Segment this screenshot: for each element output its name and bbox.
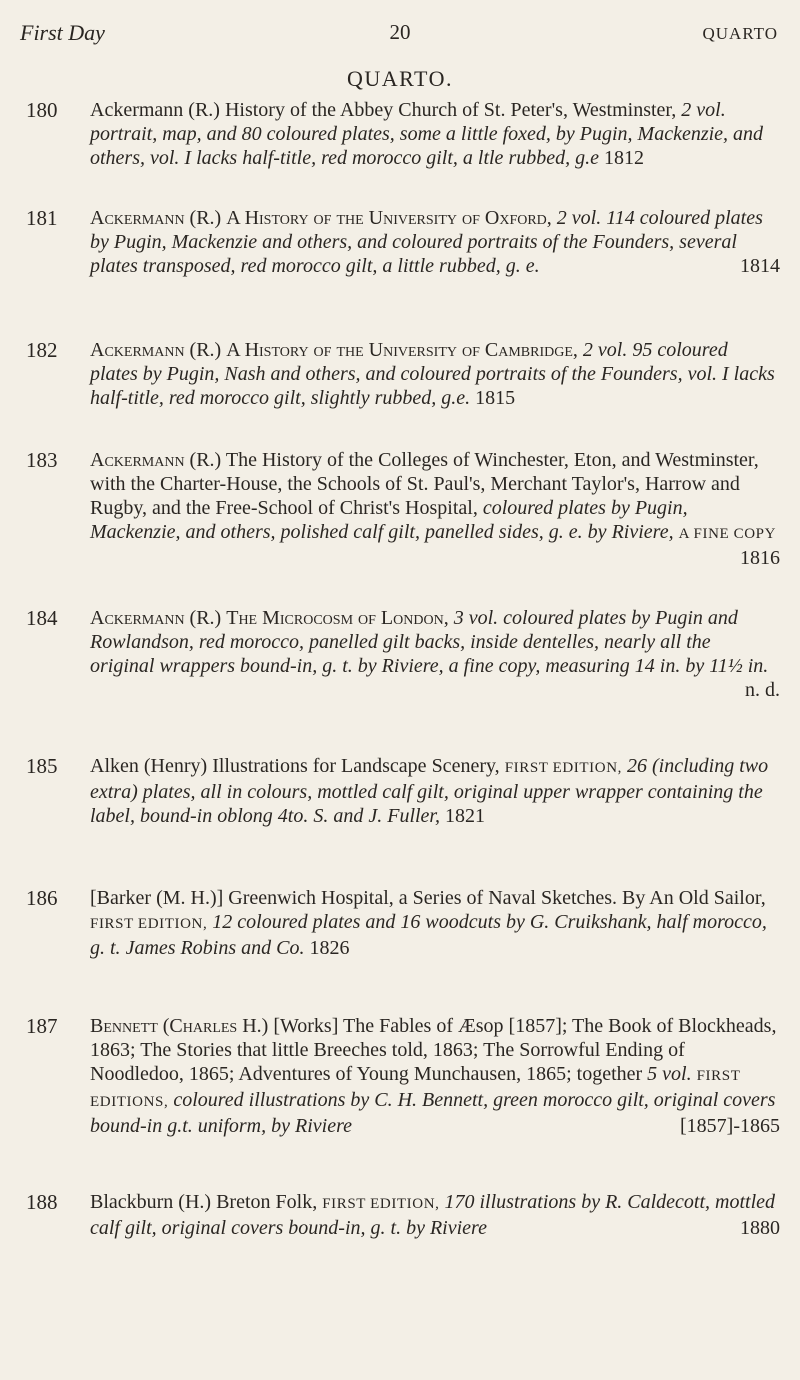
lot-author: [Barker (M. H.)] [90, 887, 224, 909]
lot-author: Ackermann (R.) [90, 607, 222, 629]
lot-author: Ackermann (R.) [90, 339, 222, 361]
lot-number: 188 [26, 1190, 58, 1214]
lot-details: 2 vol. portrait, map, and 80 coloured plates, some a little foxed, by Pugin, Mackenzie, and others, vol. I lacks half-title, red morocco gilt, a ltle rubbed, g.e [90, 99, 764, 169]
lot-year: 1826 [309, 937, 350, 959]
lot-description [90, 98, 780, 170]
lot-title: The History of the Colleges of Winchester, Eton, and Westminster, with the Charter-House, the Schools of St. Paul's, Merchant Taylor's, Harrow and Rugby, and the Free-School of Christ's Hospital, [90, 449, 759, 519]
lot-description [90, 338, 780, 410]
lot-year: 1814 [740, 255, 780, 277]
lot-year: 1821 [445, 805, 485, 827]
lot-details: coloured plates by Pugin, Mackenzie, and others, polished calf gilt, panelled sides, g. e. by Riviere, [90, 497, 688, 543]
lot-format: oblong 4to. [217, 805, 309, 827]
lot-author: Ackermann (R.) [90, 207, 222, 229]
lot-details: 170 illustrations by R. Caldecott, mottled calf gilt, original covers bound-in, g. t. by Riviere [90, 1191, 776, 1239]
lot-title: A History of the University of Cambridge, [226, 339, 578, 361]
lot-number: 183 [26, 448, 58, 472]
lot-year: [1857]-1865 [680, 1115, 780, 1137]
lot-details: 26 (including two extra) plates, all in colours, mottled calf gilt, original upper wrapper containing the label, bound-in [90, 755, 769, 827]
running-header [0, 0, 800, 60]
lot-publisher: S. and J. Fuller, [313, 805, 440, 827]
lot-edition: FIRST EDITION, [504, 760, 622, 776]
lot-author: Ackermann (R.) [90, 99, 220, 121]
lot-details: 12 coloured plates and 16 woodcuts by G. Cruikshank, half morocco, g. t. [90, 911, 767, 959]
lot-title: Breton Folk, [216, 1191, 318, 1213]
lot-description [90, 754, 780, 828]
lot-author: Ackermann (R.) [90, 449, 222, 471]
lot-author: Blackburn (H.) [90, 1191, 212, 1213]
lot-description [90, 448, 780, 570]
lot-number: 185 [26, 754, 58, 778]
lot-description [90, 606, 780, 702]
lot-title: Greenwich Hospital, a Series of Naval Sketches. By An Old Sailor, [228, 887, 766, 909]
lot-title: A History of the University of Oxford, [226, 207, 552, 229]
lot-details: 3 vol. coloured plates by Pugin and Rowlandson, red morocco, panelled gilt backs, inside dentelles, nearly all the original wrappers bound-in, g. t. by Riviere, a fine copy, measuring 14 in. by 11½ in. [90, 607, 769, 677]
header-left: First Day [20, 20, 105, 45]
lot-year: 1816 [740, 547, 780, 569]
lot-details-continued: coloured illustrations by C. H. Bennett, green morocco gilt, original covers bound-in g.t. uniform, by Riviere [90, 1089, 776, 1137]
section-title: QUARTO. [347, 66, 453, 91]
lot-number: 187 [26, 1014, 58, 1038]
lot-title: History of the Abbey Church of St. Peter's, Westminster, [224, 99, 677, 121]
lot-publisher: James Robins and Co. [125, 937, 305, 959]
lot-author: Alken (Henry) [90, 755, 208, 777]
lot-edition: FIRST EDITIONS, [90, 1068, 741, 1110]
lot-description [90, 886, 780, 960]
lot-year: 1880 [740, 1217, 780, 1239]
lot-edition: FIRST EDITION, [322, 1196, 440, 1212]
lot-title: The Microcosm of London, [226, 607, 449, 629]
lot-number: 182 [26, 338, 58, 362]
lot-description [90, 206, 780, 278]
lot-year: 1815 [475, 387, 516, 409]
lot-number: 180 [26, 98, 58, 122]
lot-author: Bennett (Charles H.) [90, 1015, 269, 1037]
lot-number: 181 [26, 206, 58, 230]
lot-edition: FIRST EDITION, [90, 916, 208, 932]
lot-description [90, 1190, 780, 1240]
lot-title: [Works] The Fables of Æsop [1857]; The Book of Blockheads, 1863; The Stories that little Breeches told, 1863; The Sorrowful Ending of Noodledoo, 1865; Adventures of Young Munchausen, 1865; together [90, 1015, 777, 1085]
lot-number: 184 [26, 606, 58, 630]
header-right: QUARTO [702, 24, 778, 43]
lot-details: 2 vol. 95 coloured plates by Pugin, Nash and others, and coloured portraits of the Founders, vol. I lacks half-title, red morocco gilt, slightly rubbed, g.e. [90, 339, 775, 409]
lot-details: 5 vol. [647, 1063, 692, 1085]
lot-note: A FINE COPY [678, 526, 777, 542]
lot-year: 1812 [603, 147, 644, 169]
lot-description [90, 1014, 780, 1138]
lot-number: 186 [26, 886, 58, 910]
page-number: 20 [389, 20, 411, 44]
lot-year: n. d. [745, 679, 780, 701]
lot-title: Illustrations for Landscape Scenery, [212, 755, 500, 777]
lot-details: 2 vol. 114 coloured plates by Pugin, Mackenzie and others, and coloured portraits of the Founders, several plates transposed, red morocco gilt, a little rubbed, g. e. [90, 207, 763, 277]
